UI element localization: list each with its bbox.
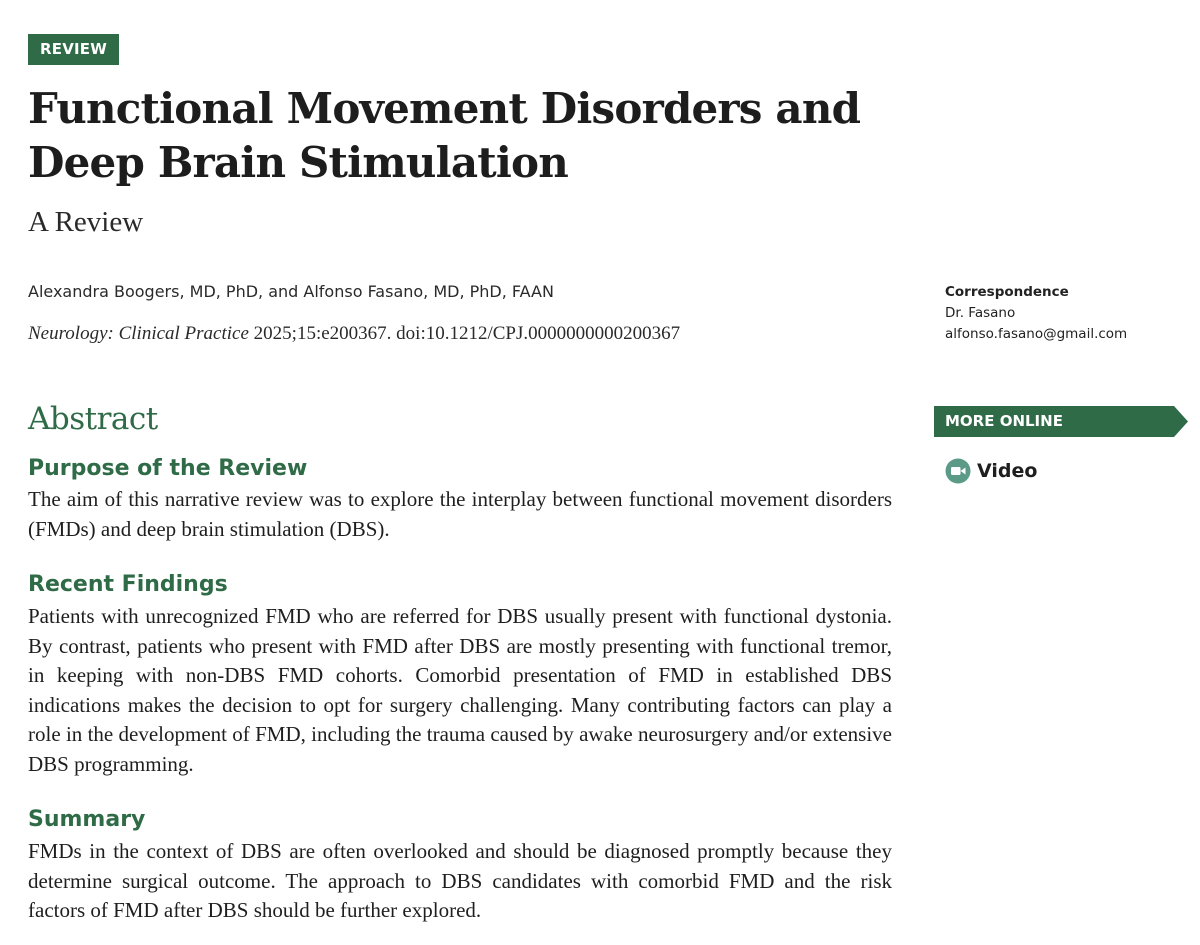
purpose-heading: Purpose of the Review	[28, 456, 308, 481]
article-type-badge: REVIEW	[28, 34, 119, 65]
abstract-heading: Abstract	[28, 401, 158, 437]
correspondence-label: Correspondence	[945, 284, 1069, 300]
article-title: Functional Movement Disorders and Deep Brain Stimulation	[28, 84, 861, 187]
more-online-label: MORE ONLINE	[945, 412, 1063, 430]
author-list: Alexandra Boogers, MD, PhD, and Alfonso Fasano, MD, PhD, FAAN	[28, 282, 554, 301]
correspondence-email[interactable]: alfonso.fasano@gmail.com	[945, 326, 1128, 342]
summary-heading: Summary	[28, 807, 146, 832]
citation-line	[28, 322, 680, 346]
summary-text: FMDs in the context of DBS are often overlooked and should be diagnosed promptly because they determine surgical outcome. The approach to DBS candidates with comorbid FMD and the risk factors of FMD after DBS should be further explored.	[28, 839, 892, 922]
video-camera-icon	[945, 458, 971, 484]
video-link-label[interactable]: Video	[977, 460, 1038, 482]
purpose-text: The aim of this narrative review was to explore the interplay between functional movement disorders (FMDs) and deep brain stimulation (DBS).	[28, 487, 892, 541]
citation-details: 2025;15:e200367. doi:10.1212/CPJ.0000000000200367	[248, 323, 681, 344]
article-subtitle: A Review	[28, 206, 144, 238]
more-online-banner	[934, 406, 1188, 437]
findings-text: Patients with unrecognized FMD who are referred for DBS usually present with functional dystonia. By contrast, patients who present with FMD after DBS are mostly presenting with functional tremor, in keeping with non-DBS FMD cohorts. Comorbid presentation of FMD in established DBS indications makes the decision to opt for surgery challenging. Many contributing factors can play a role in the development of FMD, including the trauma caused by awake neurosurgery and/or extensive DBS programming.	[28, 604, 892, 776]
findings-heading: Recent Findings	[28, 572, 228, 597]
video-link[interactable]	[945, 457, 1037, 485]
correspondence-block	[945, 282, 1127, 345]
correspondence-name: Dr. Fasano	[945, 305, 1016, 321]
journal-name: Neurology: Clinical Practice	[28, 323, 249, 344]
